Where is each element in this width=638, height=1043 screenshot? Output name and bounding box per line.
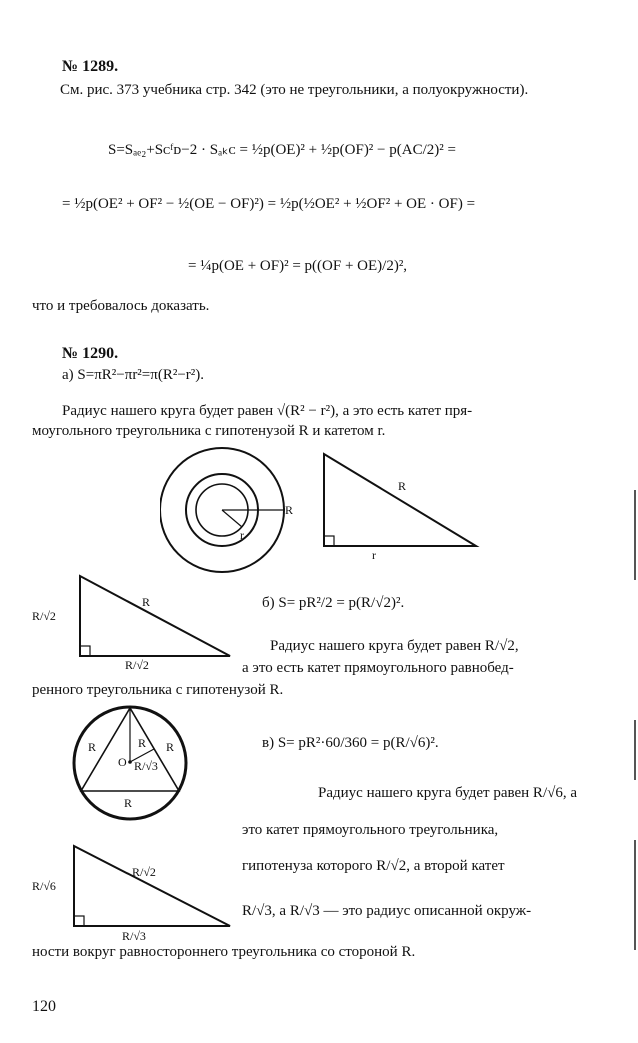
part-v-text-line3: гипотенуза которого R/√2, а второй катет	[242, 858, 505, 874]
page-number: 120	[32, 998, 56, 1015]
right-triangle-a-figure	[318, 450, 488, 560]
part-a-formula: а) S=πR²−πr²=π(R²−r²).	[62, 367, 205, 383]
part-b-formula: б) S= pR²/2 = p(R/√2)².	[262, 595, 405, 611]
triangle-b-horizontal-leg-label: R/√2	[125, 658, 149, 670]
scan-edge-mark	[634, 720, 636, 780]
formula-1289-line2: = ½p(OE² + OF² − ½(OE − OF)²) = ½p(½OE² + ½OF² + OE · OF) =	[62, 196, 476, 212]
part-a-text-line1: Радиус нашего круга будет равен √(R² − r²), а это есть катет пря-	[62, 403, 473, 419]
triangle-a-leg-label: r	[372, 548, 376, 560]
triangle-v-vertical-leg-label: R/√6	[32, 879, 56, 893]
problem-1290-heading: № 1290.	[62, 345, 119, 362]
problem-1289-conclusion: что и требовалось доказать.	[32, 298, 210, 314]
triangle-b-hyp-label: R	[142, 595, 151, 609]
scan-edge-mark	[634, 490, 636, 580]
inscribed-triangle-figure	[62, 703, 202, 823]
label-r: r	[240, 528, 244, 542]
inscribed-side-bottom-label: R	[124, 796, 133, 810]
formula-1289-line3: = ¼p(OE + OF)² = p((OF + OE)/2)²,	[188, 258, 408, 274]
scan-edge-mark	[634, 840, 636, 950]
part-v-formula: в) S= pR²·60/360 = p(R/√6)².	[262, 735, 439, 751]
inscribed-radius-label: R	[138, 736, 147, 750]
part-b-text-line2: а это есть катет прямоугольного равнобед-	[242, 660, 514, 676]
label-R: R	[285, 503, 294, 517]
inscribed-radius-sqrt3-label: R/√3	[134, 759, 158, 773]
right-triangle-b-figure	[30, 570, 235, 670]
part-v-text-line4: R/√3, а R/√3 — это радиус описанной окруж-	[242, 903, 532, 919]
triangle-b-vertical-leg-label: R/√2	[32, 609, 56, 623]
right-triangle-v-figure	[30, 840, 235, 945]
part-a-text-line2: моугольного треугольника с гипотенузой R и катетом r.	[32, 423, 386, 439]
inscribed-side-right-label: R	[166, 740, 175, 754]
triangle-a-hyp-label: R	[398, 479, 407, 493]
triangle-v-horizontal-leg-label: R/√3	[122, 929, 146, 943]
concentric-circles-figure	[160, 447, 310, 573]
part-v-text-line2: это катет прямоугольного треугольника,	[242, 822, 499, 838]
problem-1289-heading: № 1289.	[62, 58, 119, 75]
formula-1289-line1: S=Sₐₑ₂+Sᴄᶠᴅ−2 · Sₐₖᴄ = ½p(OE)² + ½p(OF)² − p(AC/2)² =	[108, 142, 456, 158]
part-b-text-line1: Радиус нашего круга будет равен R/√2,	[270, 638, 519, 654]
triangle-v-hyp-label: R/√2	[132, 865, 156, 879]
part-v-text-line5: ности вокруг равностороннего треугольника со стороной R.	[32, 944, 416, 960]
part-b-text-line3: ренного треугольника с гипотенузой R.	[32, 682, 284, 698]
part-v-text-line1: Радиус нашего круга будет равен R/√6, а	[318, 785, 577, 801]
inscribed-side-left-label: R	[88, 740, 97, 754]
inscribed-center-label: O	[118, 755, 127, 769]
problem-1289-intro: См. рис. 373 учебника стр. 342 (это не треугольники, а полуокружности).	[60, 82, 529, 98]
